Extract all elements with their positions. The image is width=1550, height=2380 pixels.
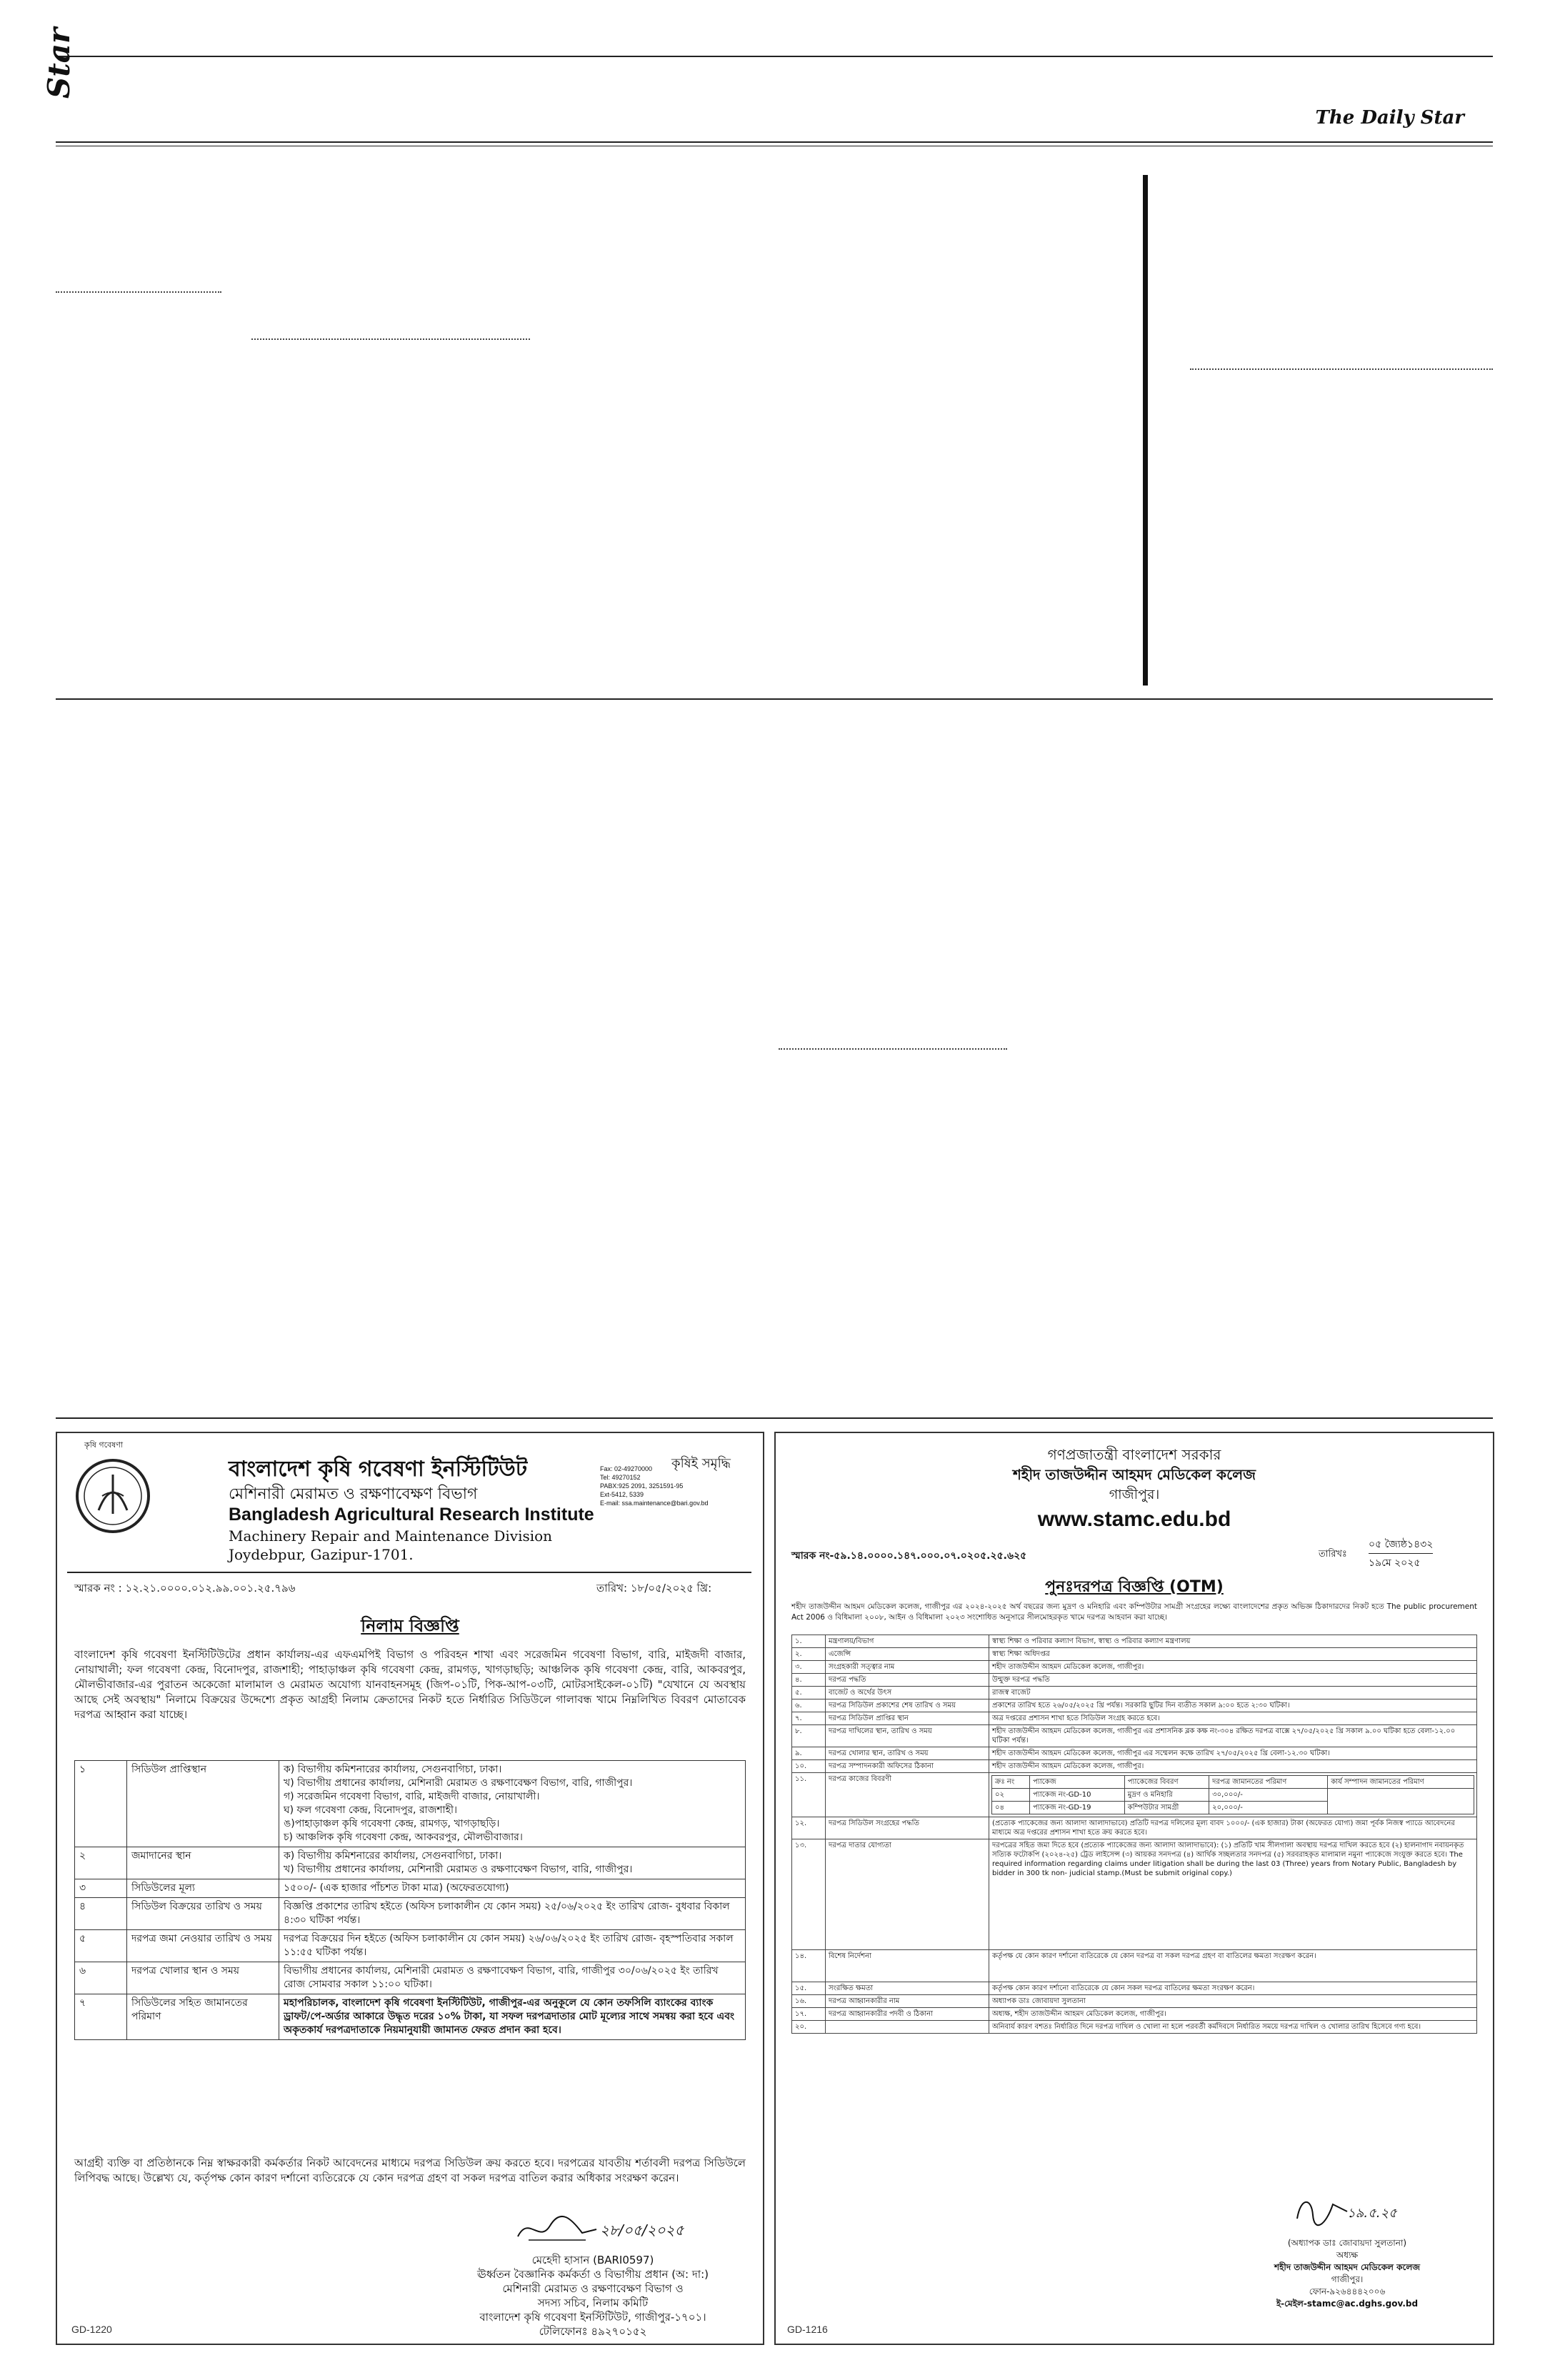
row-number: ২ (75, 1847, 127, 1879)
org-name-en: Bangladesh Agricultural Research Institute (229, 1505, 594, 1525)
memo-number: স্মারক নং-৫৯.১৪.০০০০.১৪৭.০০০.০৭.০২০৫.২৫.৬২৫ (791, 1550, 1027, 1562)
row-number: ১৫. (792, 1982, 826, 1995)
table-row (792, 1747, 1477, 1760)
ad-code: GD-1220 (71, 2324, 112, 2335)
row-number: ৩. (792, 1661, 826, 1674)
row-value: শহীদ তাজউদ্দীন আহমদ মেডিকেল কলেজ, গাজীপুর। (989, 1661, 1477, 1674)
package-table (991, 1775, 1474, 1814)
row-label: দরপত্র সিডিউল প্রকাশের শেষ তারিখ ও সময় (826, 1699, 989, 1712)
row-label (826, 2021, 989, 2034)
row-number: ৪ (75, 1898, 127, 1930)
table-row (792, 1982, 1477, 1995)
value-line: গ) সরেজমিন গবেষণা বিভাগ, বারি, মাইজদী বাজার, নোয়াখালী। (284, 1791, 540, 1802)
notice-intro: শহীদ তাজউদ্দীন আহমদ মেডিকেল কলেজ, গাজীপুর এর ২০২৪-২০২৫ অর্থ বছরের জন্য মুদ্রণ ও মনিহারি এবং কম্পিউটার সামগ্রী সংগ্রহের লক্ষ্যে বাংলাদেশের প্রকৃত অভিজ্ঞ ঠিকাদারদের নিকট হতে The public procurement Act 2006 ও বিধিমালা ২০০৮, আইন ও বিধিমালা ২০২৩ সংশোধিত অনুসারে সীলমোহরকৃত খামে দরপত্র আহবান করা যাচ্ছে। (791, 1602, 1477, 1622)
row-number: ৪. (792, 1674, 826, 1687)
row-value: স্বাস্থ্য শিক্ষা ও পরিবার কল্যাণ বিভাগ, স্বাস্থ্য ও পরিবার কল্যাণ মন্ত্রণালয় (989, 1635, 1477, 1648)
website-link[interactable]: www.stamc.edu.bd (1037, 1507, 1231, 1531)
row-label: দরপত্র সিডিউল প্রাপ্তির স্থান (826, 1712, 989, 1725)
value-line: ঘ) ফল গবেষণা কেন্দ্র, বিনোদপুর, রাজশাহী। (284, 1804, 457, 1816)
row-label: দরপত্র সম্পাদনকারী অফিসের ঠিকানা (826, 1760, 989, 1773)
row-number: ১০. (792, 1760, 826, 1773)
signatory-line: ঊর্ধ্বতন বৈজ্ঞানিক কর্মকর্তা ও বিভাগীয় প্রধান (অ: দা:) (476, 2268, 709, 2281)
table-row (792, 1839, 1477, 1950)
bari-logo (70, 1446, 156, 1539)
package-row (992, 1789, 1474, 1802)
row-value: শহীদ তাজউদ্দীন আহমদ মেডিকেল কলেজ, গাজীপুর এর সম্মেলন কক্ষে তারিখ ২৭/০৫/২০২৫ খ্রি বেলা-১২.৩০ ঘটিকা। (989, 1747, 1477, 1760)
value-line: খ) বিভাগীয় প্রধানের কার্যালয়, মেশিনারী মেরামত ও রক্ষণাবেক্ষণ বিভাগ, বারি, গাজীপুর। (284, 1777, 633, 1789)
package-header: প্যাকেজের বিবরণ (1124, 1776, 1209, 1789)
signature-date: ২৮/০৫/২০২৫ (600, 2221, 684, 2239)
row-value: স্বাস্থ্য শিক্ষা অধিদপ্তর (989, 1648, 1477, 1661)
college-name: শহীদ তাজউদ্দীন আহমদ মেডিকেল কলেজ (1012, 1466, 1256, 1483)
signatory-line: টেলিফোনঃ ৪৯২৭০১৫২ (539, 2325, 647, 2338)
table-row (792, 1699, 1477, 1712)
row-number: ২০. (792, 2021, 826, 2034)
table-row (792, 1661, 1477, 1674)
signatory-line: শহীদ তাজউদ্দীন আহমদ মেডিকেল কলেজ (1274, 2262, 1420, 2272)
package-desc: মুদ্রণ ও মনিহারি (1124, 1789, 1209, 1802)
signatory-line: (অধ্যাপক ডাঃ জোবায়দা সুলতানা) (1287, 2238, 1407, 2248)
divider-dotted (1190, 368, 1493, 370)
table-row (75, 1930, 746, 1962)
row-value: শহীদ তাজউদ্দীন আহমদ মেডিকেল কলেজ, গাজীপুর। (989, 1760, 1477, 1773)
row-label: দরপত্র দাখিলের স্থান, তারিখ ও সময় (826, 1725, 989, 1747)
table-row (75, 1847, 746, 1879)
package-code: প্যাকেজ নং-GD-10 (1030, 1789, 1125, 1802)
row-label: এজেন্সি (826, 1648, 989, 1661)
division-en: Machinery Repair and Maintenance Division (229, 1527, 553, 1545)
daily-star-logo: The Daily Star (1315, 107, 1464, 129)
package-header: কার্য সম্পাদন জামানতের পরিমাণ (1328, 1776, 1474, 1789)
row-label: সংগ্রহকারী সত্ত্বার নাম (826, 1661, 989, 1674)
table-row (792, 2021, 1477, 2034)
row-value: দরপত্র বিক্রয়ের দিন হইতে (অফিস চলাকালীন যে কোন সময়) ২৬/০৬/২০২৫ ইং তারিখ রোজ- বৃহস্পতিবার সকাল ১১:৫৫ ঘটিকা পর্যন্ত। (279, 1930, 746, 1962)
signature (1290, 2190, 1354, 2232)
org-name-bn: বাংলাদেশ কৃষি গবেষণা ইনস্টিটিউট (229, 1457, 528, 1482)
tender-notice-ad (774, 1432, 1494, 2345)
row-label: দরপত্র জমা নেওয়ার তারিখ ও সময় (127, 1930, 279, 1962)
row-number: ৭ (75, 1994, 127, 2040)
column-divider (1143, 175, 1148, 686)
divider-dotted (251, 338, 530, 340)
row-label: দরপত্র আহ্বানকারীর নাম (826, 1995, 989, 2008)
row-value: অনিবার্য কারণ বশতঃ নির্ধারিত দিনে দরপত্র দাখিল ও খোলা না হলে পরবর্তী কর্মদিবসে নির্ধারিত সময়ে দরপত্র দাখিল ও খোলার তারিখ হিসেবে গণ্য হবে। (989, 2021, 1477, 2034)
package-desc: কম্পিউটার সামগ্রী (1124, 1802, 1209, 1814)
row-label: দরপত্র কাজের বিবরণী (826, 1773, 989, 1817)
college-city: গাজীপুর। (1109, 1487, 1160, 1502)
contact-line: E-mail: ssa.maintenance@bari.gov.bd (600, 1500, 709, 1507)
division-bn: মেশিনারী মেরামত ও রক্ষণাবেক্ষণ বিভাগ (229, 1485, 478, 1503)
row-number: ৫. (792, 1687, 826, 1699)
date-bn: ০৫ জ্যৈষ্ঠ১৪৩২ (1369, 1536, 1433, 1554)
signature-date: ১৯.৫.২৫ (1347, 2206, 1397, 2221)
package-performance (1328, 1789, 1474, 1814)
row-number: ২. (792, 1648, 826, 1661)
signature (514, 2211, 600, 2250)
contact-block (600, 1465, 757, 1507)
value-line: খ) বিভাগীয় প্রধানের কার্যালয়, মেশিনারী মেরামত ও রক্ষণাবেক্ষণ বিভাগ, বারি, গাজীপুর। (284, 1864, 633, 1875)
row-value (279, 1847, 746, 1879)
table-row (792, 1995, 1477, 2008)
row-number: ৮. (792, 1725, 826, 1747)
ads-rule (56, 1417, 1493, 1419)
row-number: ১২. (792, 1817, 826, 1839)
table-row (792, 1725, 1477, 1747)
row-value: রাজস্ব বাজেট (989, 1687, 1477, 1699)
schedule-table (74, 1760, 746, 2040)
section-rule (56, 698, 1493, 700)
row-label: দরপত্র দাতার যোগ্যতা (826, 1839, 989, 1950)
package-code: প্যাকেজ নং-GD-19 (1030, 1802, 1125, 1814)
row-number: ৯. (792, 1747, 826, 1760)
row-number: ১৬. (792, 1995, 826, 2008)
notice-footer: আগ্রহী ব্যক্তি বা প্রতিষ্ঠানকে নিম্ন স্বাক্ষরকারী কর্মকর্তার নিকট আবেদনের মাধ্যমে দরপত্র সিডিউল ক্রয় করতে হবে। দরপত্রের যাবতীয় শর্তাবলী দরপত্র সিডিউলে লিপিবদ্ধ আছে। উল্লেখ্য যে, কর্তৃপক্ষ কোন কারণ দর্শানো ব্যতিরেকে যে কোন দরপত্র গ্রহণ বা সকল দরপত্র বাতিল করার অধিকার সংরক্ষণ করেন। (74, 2156, 746, 2184)
table-row (75, 1761, 746, 1847)
star-logo: Star (41, 27, 76, 99)
divider-dotted (779, 1048, 1007, 1050)
row-label: দরপত্র আহ্বানকারীর পদবী ও ঠিকানা (826, 2008, 989, 2021)
address-en: Joydebpur, Gazipur-1701. (229, 1546, 414, 1563)
signatory-line: মেহেদী হাসান (BARI0597) (531, 2254, 654, 2266)
auction-notice-ad (56, 1432, 764, 2345)
row-number: ১৩. (792, 1839, 826, 1950)
contact-line: Tel: 49270152 (600, 1474, 641, 1481)
top-rule (56, 56, 1493, 57)
header-rule (67, 1572, 751, 1573)
logo-caption: কৃষি গবেষণা (84, 1440, 124, 1450)
table-row (792, 1773, 1477, 1817)
signatory-line: ফোন-৯২৬৪৪৪২০০৬ (1309, 2286, 1386, 2296)
row-value: ১৫০০/- (এক হাজার পাঁচশত টাকা মাত্র) (অফেরতযোগ্য) (279, 1879, 746, 1898)
row-number: ১১. (792, 1773, 826, 1817)
row-label: সিডিউলের সহিত জামানতের পরিমাণ (127, 1994, 279, 2040)
row-value: প্রকাশের তারিখ হতে ২৬/০৫/২০২৫ খ্রি পর্যন্ত। সরকারি ছুটির দিন ব্যতীত সকাল ৯:০০ হতে ২:৩০ ঘটিকা। (989, 1699, 1477, 1712)
signatory-block (1219, 2237, 1476, 2310)
row-value: উন্মুক্ত দরপত্র পদ্ধতি (989, 1674, 1477, 1687)
row-value (279, 1761, 746, 1847)
package-amount: ৩০,০০০/- (1209, 1789, 1328, 1802)
row-number: ১. (792, 1635, 826, 1648)
table-row (792, 1950, 1477, 1982)
table-row (792, 1712, 1477, 1725)
row-value: অধ্যাপক ডাঃ জোবায়দা সুলতানা (989, 1995, 1477, 2008)
table-row (792, 1760, 1477, 1773)
row-value: মহাপরিচালক, বাংলাদেশ কৃষি গবেষণা ইনস্টিটিউট, গাজীপুর-এর অনুকূলে যে কোন তফসিলি ব্যাংকের ব্যাংক ড্রাফট/পে-অর্ডার আকারে উদ্ধৃত দরের ১০% টাকা, যা সফল দরপত্রদাতার মোট মূল্যের সাথে সমন্বয় করা হবে এবং অকৃতকার্য দরপত্রদাতাকে নিয়মানুযায়ী জামানত ফেরত প্রদান করা হবে। (279, 1994, 746, 2040)
row-number: ১৪. (792, 1950, 826, 1982)
contact-line: Ext-5412, 5339 (600, 1491, 644, 1498)
table-row (792, 1648, 1477, 1661)
memo-date: তারিখ: ১৮/০৫/২০২৫ খ্রি: (596, 1582, 712, 1595)
table-row (75, 1879, 746, 1898)
signatory-line: বাংলাদেশ কৃষি গবেষণা ইনস্টিটিউট, গাজীপুর-১৭০১। (479, 2311, 706, 2324)
memo-number: স্মারক নং : ১২.২১.০০০০.০১২.৯৯.০০১.২৫.৭৯৬ (74, 1582, 296, 1595)
row-value: বিজ্ঞপ্তি প্রকাশের তারিখ হইতে (অফিস চলাকালীন যে কোন সময়) ২৫/০৬/২০২৫ ইং তারিখ রোজ- বুধবার বিকাল ৪:৩০ ঘটিকা পর্যন্ত। (279, 1898, 746, 1930)
row-label: সিডিউল প্রাপ্তিস্থান (127, 1761, 279, 1847)
value-line: চ) আঞ্চলিক কৃষি গবেষণা কেন্দ্র, আকবরপুর, মৌলভীবাজার। (284, 1832, 523, 1843)
row-label: বিশেষ নির্দেশনা (826, 1950, 989, 1982)
table-row (792, 1674, 1477, 1687)
package-no: ০৪ (992, 1802, 1030, 1814)
table-row (75, 1962, 746, 1994)
notice-title: পুনঃদরপত্র বিজ্ঞপ্তি (OTM) (1045, 1578, 1224, 1596)
row-number: ১৭. (792, 2008, 826, 2021)
row-number: ৬ (75, 1962, 127, 1994)
row-value (989, 1773, 1477, 1817)
package-header-row (992, 1776, 1474, 1789)
table-row (792, 1817, 1477, 1839)
masthead-rule-1 (56, 141, 1493, 143)
row-number: ৫ (75, 1930, 127, 1962)
value-line: ঙ)পাহাড়াঞ্চল কৃষি গবেষণা কেন্দ্র, রামগড়, খাগড়াছড়ি। (284, 1818, 500, 1829)
table-row (75, 1994, 746, 2040)
row-value: (প্রত্যেক প্যাকেজের জন্য আলাদা আলাদাভাবে) প্রতিটি দরপত্র দলিলের মূল্য বাবদ ১০০০/- (এক হাজার) টাকা (অফেরত যোগ্য) জমা পূর্বক নিজস্ব প্যাডে আবেদনের মাধ্যমে অত্র দপ্তরের প্রশাসন শাখা হতে ক্রয় করতে হবে। (989, 1817, 1477, 1839)
signatory-line: গাজীপুর। (1331, 2274, 1364, 2284)
package-header: দরপত্র জামানতের পরিমাণ (1209, 1776, 1328, 1789)
row-label: দরপত্র খোলার স্থান ও সময় (127, 1962, 279, 1994)
table-row (792, 1635, 1477, 1648)
contact-line: PABX:925 2091, 3251591-95 (600, 1482, 684, 1490)
table-row (792, 1687, 1477, 1699)
row-label: সিডিউল বিক্রয়ের তারিখ ও সময় (127, 1898, 279, 1930)
row-number: ৩ (75, 1879, 127, 1898)
signatory-block (443, 2253, 743, 2339)
ad-code: GD-1216 (787, 2324, 828, 2335)
date-label: তারিখঃ (1319, 1549, 1347, 1560)
row-label: মন্ত্রণালয়/বিভাগ (826, 1635, 989, 1648)
row-label: সিডিউলের মূল্য (127, 1879, 279, 1898)
signatory-line: সদস্য সচিব, নিলাম কমিটি (537, 2296, 649, 2309)
row-label: দরপত্র খোলার স্থান, তারিখ ও সময় (826, 1747, 989, 1760)
row-value: অত্র দপ্তরের প্রশাসন শাখা হতে সিডিউল সংগ্রহ করতে হবে। (989, 1712, 1477, 1725)
date-en: ১৯মে ২০২৫ (1369, 1557, 1421, 1569)
row-value: শহীদ তাজউদ্দীন আহমদ মেডিকেল কলেজ, গাজীপুর এর প্রশাসনিক ব্লক কক্ষ নং-৩০৪ রক্ষিত দরপত্র বাক্সে ২৭/০৫/২০২৫ খ্রি সকাল ৯.০০ ঘটিকা হতে বেলা-১২.০০ ঘটিকা পর্যন্ত। (989, 1725, 1477, 1747)
row-label: জমাদানের স্থান (127, 1847, 279, 1879)
row-value: বিভাগীয় প্রধানের কার্যালয়, মেশিনারী মেরামত ও রক্ষণাবেক্ষণ বিভাগ, বারি, গাজীপুর ৩০/০৬/২০২৫ ইং তারিখ রোজ সোমবার সকাল ১১:০০ ঘটিকা। (279, 1962, 746, 1994)
row-number: ১ (75, 1761, 127, 1847)
value-line: ক) বিভাগীয় কমিশনারের কার্যালয়, সেগুনবাগিচা, ঢাকা। (284, 1850, 502, 1862)
signatory-line: অধ্যক্ষ (1336, 2250, 1359, 2260)
signatory-line: ই-মেইল-stamc@ac.dghs.gov.bd (1276, 2299, 1419, 2309)
row-number: ৭. (792, 1712, 826, 1725)
row-value: অধ্যক্ষ, শহীদ তাজউদ্দীন আহমদ মেডিকেল কলেজ, গাজীপুর। (989, 2008, 1477, 2021)
table-row (75, 1898, 746, 1930)
signatory-line: মেশিনারী মেরামত ও রক্ষণাবেক্ষণ বিভাগ ও (502, 2282, 684, 2295)
table-row (792, 2008, 1477, 2021)
row-label: সংরক্ষিত ক্ষমতা (826, 1982, 989, 1995)
row-label: দরপত্র পদ্ধতি (826, 1674, 989, 1687)
package-header: প্যাকেজ (1030, 1776, 1125, 1789)
notice-intro: বাংলাদেশ কৃষি গবেষণা ইনস্টিটিউটের প্রধান কার্যালয়-এর এফএমপিই বিভাগ ও পরিবহন শাখা এবং সরেজমিন গবেষণা বিভাগ, বারি, মাইজদী বাজার, নোয়াখালী; ফল গবেষণা কেন্দ্র, বিনোদপুর, রাজশাহী; পাহাড়াঞ্চল কৃষি গবেষণা কেন্দ্র, রামগড়, খাগড়াছড়ি; আঞ্চলিক কৃষি গবেষণা কেন্দ্র, বারি, আকবরপুর, মৌলভীবাজার-এর পুরাতন অকেজো মালামাল ও মেরামত অযোগ্য যানবাহনসমূহ (জিপ-০১টি, পিক-আপ-০৩টি, মোটরসাইকেল-০১টি) "যেখানে যে অবস্থায় আছে সেই অবস্থায়" নিলামে বিক্রয়ের উদ্দেশ্যে প্রকৃত আগ্রহী নিলাম ক্রেতাদের নিকট হতে নির্ধারিত সিডিউলে গালাবন্ধ খামে নিম্নলিখিত বিবরণ মোতাবেক দরপত্র আহ্বান করা যাচ্ছে। (74, 1648, 746, 1721)
row-number: ৬. (792, 1699, 826, 1712)
package-header: ক্রঃ নং (992, 1776, 1030, 1789)
row-value: কর্তৃপক্ষ যে কোন কারণ দর্শানো ব্যতিরেকে যে কোন দরপত্র বা সকল দরপত্র গ্রহণ বা বাতিলের ক্ষমতা সংরক্ষণ করেন। (989, 1950, 1477, 1982)
package-amount: ২০,০০০/- (1209, 1802, 1328, 1814)
gov-name: গণপ্রজাতন্ত্রী বাংলাদেশ সরকার (1047, 1446, 1221, 1463)
row-value: কর্তৃপক্ষ কোন কারণ দর্শানো ব্যতিরেকে যে কোন সকল দরপত্র বাতিলের ক্ষমতা সংরক্ষণ করেন। (989, 1982, 1477, 1995)
contact-line: Fax: 02-49270000 (600, 1465, 653, 1472)
slogan: কৃষিই সমৃদ্ধি (671, 1456, 731, 1471)
notice-title: নিলাম বিজ্ঞপ্তি (361, 1616, 459, 1636)
row-label: দরপত্র সিডিউল সংগ্রহের পদ্ধতি (826, 1817, 989, 1839)
tender-table (791, 1635, 1477, 2034)
divider-dotted (56, 291, 221, 293)
row-value: দরপত্রের সহিত জমা দিতে হবে (প্রত্যেক প্যাকেজের জন্য আলাদা আলাদাভাবে): (১) প্রতিটি খাম সীলগালা অবস্থায় দরপত্র দাখিল করতে হবে (২) হালনাগাদ নবায়নকৃত সত্যিক ফটোকপি (২০২৪-২৫) ট্রেড লাইসেন্স (৩) আয়কর সনদপত্র (৪) আর্থিক সচ্ছলতার সনদপত্র (৫) সরবরাহকৃত মালামাল নমুনা প্যাকেজে সংযুক্ত করতে হবে। The required information regarding claims under litigation shall be during the last 03 (Three) years from Notary Public, Bangladesh by bidder in 300 tk non- judicial stamp.(Must be submit original copy.) (989, 1839, 1477, 1950)
row-label: বাজেট ও অর্থের উৎস (826, 1687, 989, 1699)
package-no: ০২ (992, 1789, 1030, 1802)
value-line: ক) বিভাগীয় কমিশনারের কার্যালয়, সেগুনবাগিচা, ঢাকা। (284, 1764, 502, 1775)
